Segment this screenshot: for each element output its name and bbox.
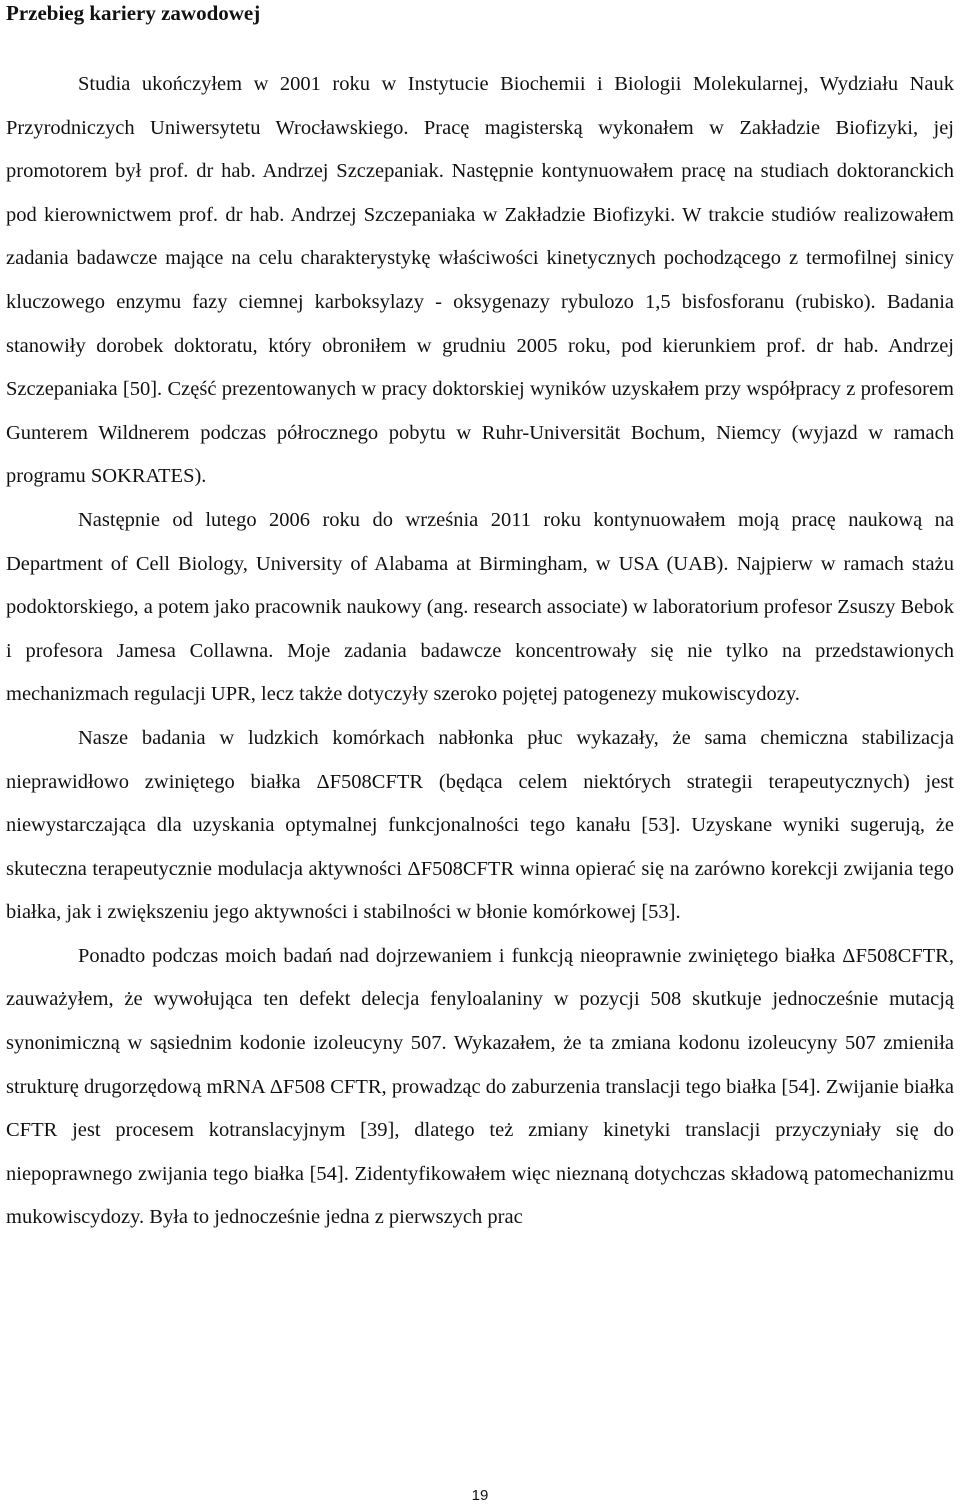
paragraph-stabilization: Nasze badania w ludzkich komórkach nabłonka płuc wykazały, że sama chemiczna stabilizacja nieprawidłowo zwiniętego białka ΔF508CFTR (będąca celem niektórych strategii terapeutycznych) jest niewystarczająca dla uzyskania optymalnej funkcjonalności tego kanału [53]. Uzyskane wyniki sugerują, że skuteczna terapeutycznie modulacja aktywności ΔF508CFTR winna opierać się na zarówno korekcji zwijania tego białka, jak i zwiększeniu jego aktywności i stabilności w błonie komórkowej [53]. (6, 726, 954, 924)
body-text (6, 63, 954, 1240)
paragraph-translation: Ponadto podczas moich badań nad dojrzewaniem i funkcją nieoprawnie zwiniętego białka ΔF508CFTR, zauważyłem, że wywołująca ten defekt delecja fenyloalaniny w pozycji 508 skutkuje jednocześnie mutacją synonimiczną w sąsiednim kodonie izoleucyny 507. Wykazałem, że ta zmiana kodonu izoleucyny 507 zmieniła strukturę drugorzędową mRNA ΔF508 CFTR, prowadząc do zaburzenia translacji tego białka [54]. Zwijanie białka CFTR jest procesem kotranslacyjnym [39], dlatego też zmiany kinetyki translacji przyczyniały się do niepoprawnego zwijania tego białka [54]. Zidentyfikowałem więc nieznaną dotychczas składową patomechanizmu mukowiscydozy. Była to jednocześnie jedna z pierwszych prac (6, 944, 954, 1229)
paragraph-uab: Następnie od lutego 2006 roku do września 2011 roku kontynuowałem moją pracę naukową na Department of Cell Biology, University of Alabama at Birmingham, w USA (UAB). Najpierw w ramach stażu podoktorskiego, a potem jako pracownik naukowy (ang. research associate) w laboratorium profesor Zsuszy Bebok i profesora Jamesa Collawna. Moje zadania badawcze koncentrowały się nie tylko na przedstawionych mechanizmach regulacji UPR, lecz także dotyczyły szeroko pojętej patogenezy mukowiscydozy. (6, 508, 954, 706)
section-heading: Przebieg kariery zawodowej (6, 1, 261, 25)
page-number: 19 (471, 1487, 489, 1504)
paragraph-studies: Studia ukończyłem w 2001 roku w Instytucie Biochemii i Biologii Molekularnej, Wydziału Nauk Przyrodniczych Uniwersytetu Wrocławskiego. Pracę magisterską wykonałem w Zakładzie Biofizyki, jej promotorem był prof. dr hab. Andrzej Szczepaniak. Następnie kontynuowałem pracę na studiach doktoranckich pod kierownictwem prof. dr hab. Andrzej Szczepaniaka w Zakładzie Biofizyki. W trakcie studiów realizowałem zadania badawcze mające na celu charakterystykę właściwości kinetycznych pochodzącego z termofilnej sinicy kluczowego enzymu fazy ciemnej karboksylazy - oksygenazy rybulozo 1,5 bisfosforanu (rubisko). Badania stanowiły dorobek doktoratu, który obroniłem w grudniu 2005 roku, pod kierunkiem prof. dr hab. Andrzej Szczepaniaka [50]. Część prezentowanych w pracy doktorskiej wyników uzyskałem przy współpracy z profesorem Gunterem Wildnerem podczas półrocznego pobytu w Ruhr-Universität Bochum, Niemcy (wyjazd w ramach programu SOKRATES). (6, 73, 954, 488)
